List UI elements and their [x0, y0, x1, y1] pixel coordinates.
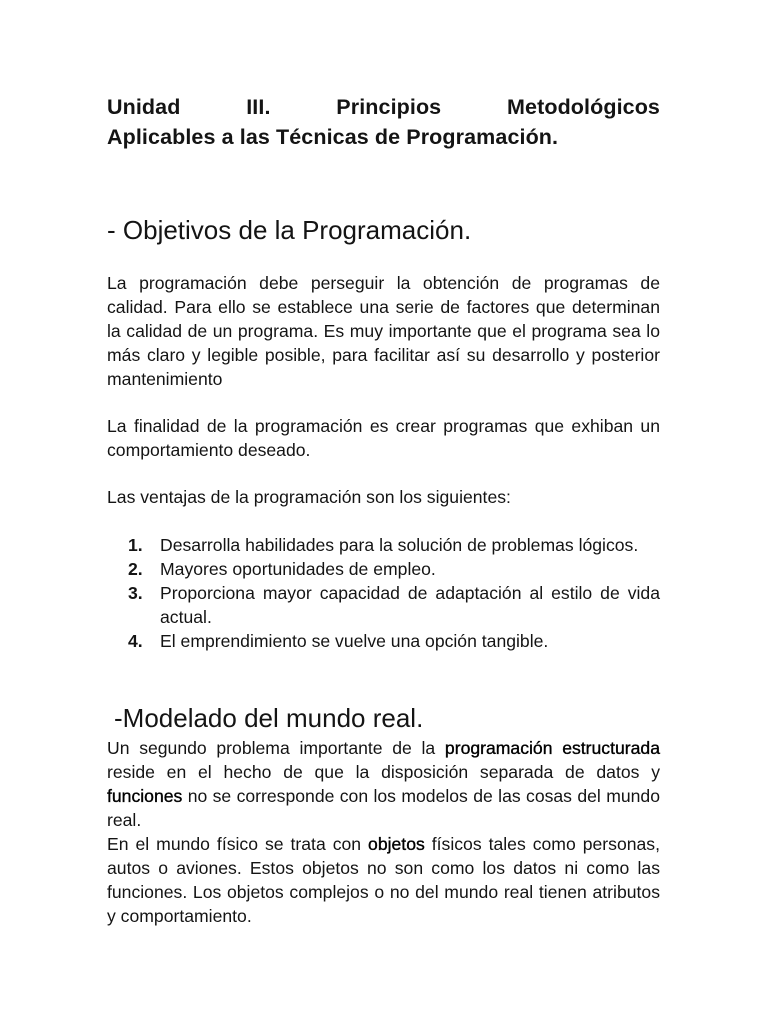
paragraph-programacion-estructurada [107, 736, 660, 832]
keyword-programacion-estructurada: programación estructurada [444, 738, 660, 758]
text-run: no se corresponde con los modelos de las cosas del mundo real. [107, 786, 660, 830]
text-run: En el mundo físico se trata con [107, 834, 369, 854]
document-page [107, 92, 660, 926]
text-run: físicos tales como personas, autos o aviones. Estos objetos no son como los datos ni como las funciones. Los objetos complejos o no del mundo real tienen atributos y comportamiento. [107, 834, 660, 926]
paragraph-ventajas-intro: Las ventajas de la programación son los siguientes: [107, 487, 511, 507]
list-item [128, 557, 660, 581]
keyword-objetos: objetos [368, 834, 425, 854]
unit-title [107, 92, 660, 152]
list-item [128, 581, 660, 629]
keyword-funciones: funciones [107, 786, 183, 806]
paragraph-calidad: La programación debe perseguir la obtención de programas de calidad. Para ello se establece una serie de factores que determinan la calidad de un programa. Es muy importante que el programa sea lo más claro y legible posible, para facilitar así su desarrollo y posterior mantenimiento [107, 273, 660, 389]
list-item-number: 1. [128, 535, 143, 555]
list-item [128, 533, 660, 557]
list-item-text: Proporciona mayor capacidad de adaptación al estilo de vida actual. [160, 583, 660, 627]
unit-title-line-1: Unidad III. Principios Metodológicos [107, 95, 660, 119]
list-item-number: 3. [128, 583, 143, 603]
list-item-number: 2. [128, 559, 143, 579]
paragraph-finalidad: La finalidad de la programación es crear programas que exhiban un comportamiento deseado. [107, 416, 660, 460]
unit-title-line-2: Aplicables a las Técnicas de Programación. [107, 125, 559, 149]
list-item-number: 4. [128, 631, 143, 651]
ventajas-list [128, 533, 660, 653]
list-item-text: Desarrolla habilidades para la solución de problemas lógicos. [160, 535, 639, 555]
list-item [128, 629, 660, 653]
list-item-text: El emprendimiento se vuelve una opción tangible. [160, 631, 549, 651]
text-run: reside en el hecho de que la disposición separada de datos y [107, 762, 660, 782]
section-heading-modelado: -Modelado del mundo real. [114, 703, 424, 733]
paragraph-mundo-fisico [107, 832, 660, 928]
list-item-text: Mayores oportunidades de empleo. [160, 559, 436, 579]
section-heading-objetivos: - Objetivos de la Programación. [107, 215, 472, 245]
text-run: Un segundo problema importante de la [107, 738, 445, 758]
